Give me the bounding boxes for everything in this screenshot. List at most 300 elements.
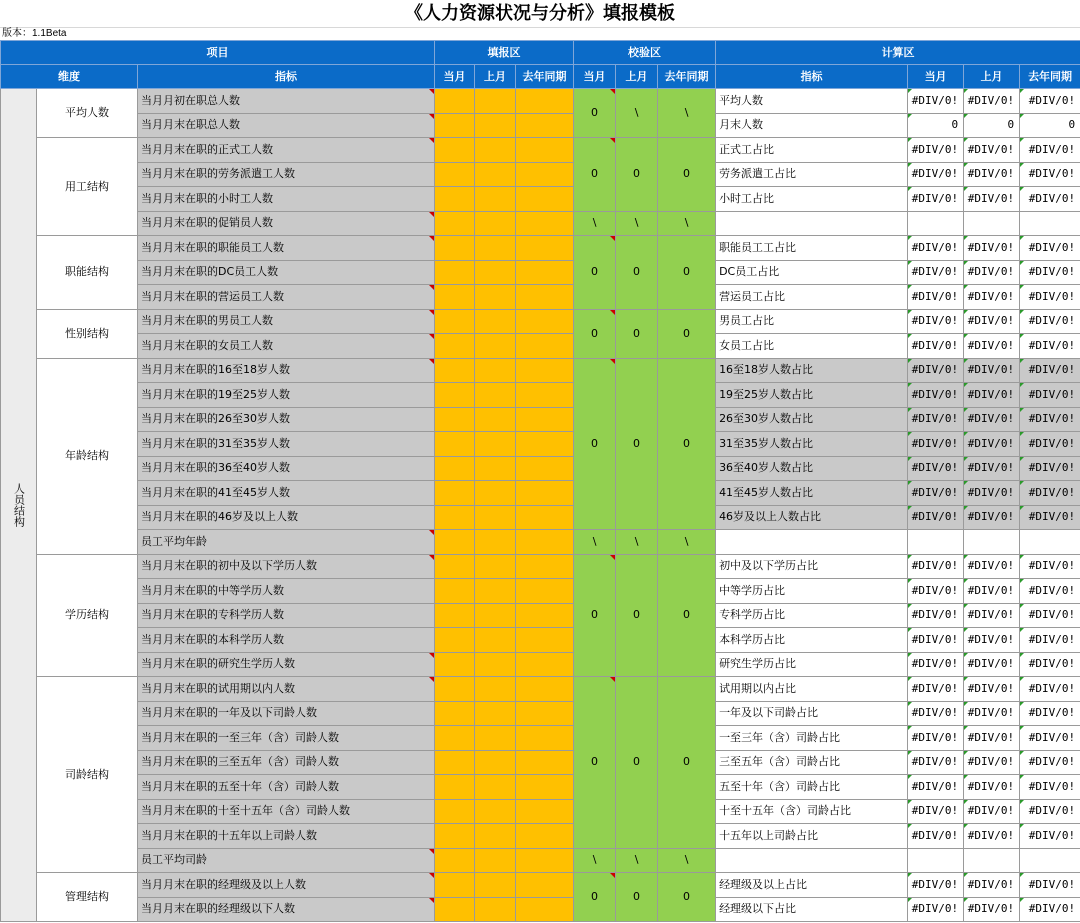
check-cell: 0 (616, 309, 658, 358)
fill-input-cell[interactable] (475, 456, 516, 481)
indicator-cell[interactable]: 当月月末在职的一年及以下司龄人数 (138, 701, 435, 726)
calc-value-cell: #DIV/0! (964, 383, 1020, 408)
table-row (1, 750, 1080, 775)
indicator-cell[interactable]: 当月月末在职的职能员工人数 (138, 236, 435, 261)
calc-indicator-cell: 本科学历占比 (716, 628, 908, 653)
sheet-title: 《人力资源状况与分析》填报模板 (0, 0, 1080, 28)
calc-value-cell: #DIV/0! (908, 554, 964, 579)
calc-value-cell: #DIV/0! (908, 750, 964, 775)
table-row (1, 603, 1080, 628)
fill-input-cell[interactable] (516, 652, 574, 677)
fill-input-cell[interactable] (435, 750, 475, 775)
table-row (1, 726, 1080, 751)
calc-value-cell (908, 848, 964, 873)
check-cell: \ (658, 89, 716, 138)
dimension-cell: 性别结构 (37, 309, 138, 358)
fill-input-cell[interactable] (516, 701, 574, 726)
calc-value-cell: #DIV/0! (1020, 897, 1080, 922)
table-row (1, 138, 1080, 163)
calc-value-cell: #DIV/0! (908, 481, 964, 506)
check-cell: \ (574, 848, 616, 873)
fill-input-cell[interactable] (475, 432, 516, 457)
fill-input-cell[interactable] (475, 236, 516, 261)
col-dimension: 维度 (1, 65, 138, 89)
fill-input-cell[interactable] (516, 211, 574, 236)
dimension-cell: 管理结构 (37, 873, 138, 922)
calc-value-cell (1020, 530, 1080, 555)
calc-value-cell: #DIV/0! (964, 89, 1020, 114)
indicator-cell[interactable]: 当月月末在职的男员工人数 (138, 309, 435, 334)
table-row (1, 799, 1080, 824)
calc-value-cell: #DIV/0! (908, 285, 964, 310)
indicator-cell[interactable]: 当月月末在职的一至三年（含）司龄人数 (138, 726, 435, 751)
calc-value-cell: #DIV/0! (964, 873, 1020, 898)
table-row (1, 162, 1080, 187)
dimension-cell: 职能结构 (37, 236, 138, 310)
fill-input-cell[interactable] (475, 775, 516, 800)
check-cell: 0 (574, 309, 616, 358)
calc-value-cell: #DIV/0! (964, 579, 1020, 604)
fill-input-cell[interactable] (435, 187, 475, 212)
calc-value-cell: #DIV/0! (908, 334, 964, 359)
calc-value-cell: #DIV/0! (908, 432, 964, 457)
fill-input-cell[interactable] (475, 530, 516, 555)
fill-input-cell[interactable] (435, 236, 475, 261)
calc-value-cell: #DIV/0! (908, 628, 964, 653)
calc-value-cell: #DIV/0! (1020, 89, 1080, 114)
fill-input-cell[interactable] (435, 799, 475, 824)
table-row (1, 701, 1080, 726)
calc-indicator-cell: 女员工占比 (716, 334, 908, 359)
calc-value-cell: #DIV/0! (964, 505, 1020, 530)
fill-input-cell[interactable] (435, 138, 475, 163)
calc-value-cell: #DIV/0! (964, 432, 1020, 457)
calc-value-cell: #DIV/0! (908, 236, 964, 261)
fill-input-cell[interactable] (435, 481, 475, 506)
fill-input-cell[interactable] (516, 432, 574, 457)
fill-input-cell[interactable] (516, 750, 574, 775)
fill-input-cell[interactable] (475, 726, 516, 751)
calc-indicator-cell: 小时工占比 (716, 187, 908, 212)
calc-value-cell: #DIV/0! (1020, 873, 1080, 898)
fill-input-cell[interactable] (516, 726, 574, 751)
fill-input-cell[interactable] (435, 505, 475, 530)
fill-input-cell[interactable] (435, 260, 475, 285)
calc-value-cell: #DIV/0! (964, 358, 1020, 383)
indicator-cell[interactable]: 当月月末在职的经理级以下人数 (138, 897, 435, 922)
calc-indicator-cell: 经理级及以上占比 (716, 873, 908, 898)
fill-input-cell[interactable] (435, 579, 475, 604)
fill-input-cell[interactable] (435, 456, 475, 481)
calc-value-cell: #DIV/0! (964, 726, 1020, 751)
calc-value-cell: 0 (964, 113, 1020, 138)
fill-input-cell[interactable] (435, 530, 475, 555)
fill-input-cell[interactable] (516, 113, 574, 138)
fill-input-cell[interactable] (475, 358, 516, 383)
calc-value-cell: #DIV/0! (1020, 799, 1080, 824)
calc-value-cell: #DIV/0! (964, 481, 1020, 506)
check-cell: 0 (658, 138, 716, 212)
check-cell: \ (658, 530, 716, 555)
calc-indicator-cell: 31至35岁人数占比 (716, 432, 908, 457)
fill-input-cell[interactable] (435, 162, 475, 187)
fill-input-cell[interactable] (435, 775, 475, 800)
fill-input-cell[interactable] (475, 285, 516, 310)
calc-value-cell: #DIV/0! (908, 677, 964, 702)
calc-indicator-cell: 十五年以上司龄占比 (716, 824, 908, 849)
calc-value-cell: #DIV/0! (908, 260, 964, 285)
indicator-cell[interactable]: 当月月末在职的女员工人数 (138, 334, 435, 359)
fill-input-cell[interactable] (516, 481, 574, 506)
indicator-cell[interactable]: 当月月末在职的劳务派遣工人数 (138, 162, 435, 187)
fill-input-cell[interactable] (475, 334, 516, 359)
calc-indicator-cell: 男员工占比 (716, 309, 908, 334)
indicator-cell[interactable]: 当月月末在职的36至40岁人数 (138, 456, 435, 481)
calc-value-cell (964, 211, 1020, 236)
calc-value-cell: #DIV/0! (908, 187, 964, 212)
fill-input-cell[interactable] (435, 309, 475, 334)
check-cell: 0 (658, 358, 716, 530)
calc-value-cell: #DIV/0! (964, 187, 1020, 212)
calc-indicator-cell: 19至25岁人数占比 (716, 383, 908, 408)
calc-value-cell: #DIV/0! (1020, 505, 1080, 530)
check-cell: 0 (616, 873, 658, 922)
table-row (1, 824, 1080, 849)
calc-indicator-cell: 一至三年（含）司龄占比 (716, 726, 908, 751)
check-cell: \ (616, 848, 658, 873)
calc-indicator-cell: 劳务派遣工占比 (716, 162, 908, 187)
calc-indicator-cell: 经理级以下占比 (716, 897, 908, 922)
table-row (1, 236, 1080, 261)
fill-input-cell[interactable] (475, 897, 516, 922)
calc-value-cell: #DIV/0! (1020, 260, 1080, 285)
section-fill: 填报区 (435, 41, 574, 65)
fill-input-cell[interactable] (516, 383, 574, 408)
fill-input-cell[interactable] (435, 554, 475, 579)
fill-input-cell[interactable] (435, 701, 475, 726)
table-row (1, 481, 1080, 506)
fill-input-cell[interactable] (475, 138, 516, 163)
table-row (1, 897, 1080, 922)
fill-input-cell[interactable] (475, 505, 516, 530)
indicator-cell[interactable]: 当月月末在职的26至30岁人数 (138, 407, 435, 432)
calc-value-cell: #DIV/0! (908, 383, 964, 408)
table-row (1, 89, 1080, 114)
calc-value-cell: #DIV/0! (1020, 554, 1080, 579)
calc-value-cell: #DIV/0! (964, 799, 1020, 824)
calc-value-cell: #DIV/0! (908, 358, 964, 383)
fill-input-cell[interactable] (516, 334, 574, 359)
fill-input-cell[interactable] (475, 260, 516, 285)
fill-input-cell[interactable] (475, 309, 516, 334)
fill-input-cell[interactable] (435, 824, 475, 849)
indicator-cell[interactable]: 当月月末在职的31至35岁人数 (138, 432, 435, 457)
check-cell: 0 (616, 677, 658, 849)
calc-value-cell: #DIV/0! (964, 775, 1020, 800)
calc-indicator-cell: 月末人数 (716, 113, 908, 138)
fill-input-cell[interactable] (516, 236, 574, 261)
indicator-cell[interactable]: 当月月末在职的正式工人数 (138, 138, 435, 163)
check-cell: 0 (574, 873, 616, 922)
fill-input-cell[interactable] (516, 603, 574, 628)
col-fill-yoy: 去年同期 (516, 65, 574, 89)
indicator-cell[interactable]: 当月月末在职的19至25岁人数 (138, 383, 435, 408)
calc-value-cell: #DIV/0! (1020, 481, 1080, 506)
table-row (1, 432, 1080, 457)
indicator-cell[interactable]: 当月月末在职的中等学历人数 (138, 579, 435, 604)
fill-input-cell[interactable] (516, 162, 574, 187)
fill-input-cell[interactable] (435, 897, 475, 922)
fill-input-cell[interactable] (435, 334, 475, 359)
table-row (1, 456, 1080, 481)
fill-input-cell[interactable] (516, 677, 574, 702)
fill-input-cell[interactable] (475, 383, 516, 408)
calc-indicator-cell (716, 211, 908, 236)
calc-value-cell: #DIV/0! (964, 162, 1020, 187)
fill-input-cell[interactable] (475, 603, 516, 628)
fill-input-cell[interactable] (516, 628, 574, 653)
check-cell: 0 (616, 554, 658, 677)
check-cell: \ (616, 89, 658, 138)
calc-value-cell: #DIV/0! (908, 603, 964, 628)
indicator-cell[interactable]: 当月月末在职的本科学历人数 (138, 628, 435, 653)
fill-input-cell[interactable] (435, 89, 475, 114)
fill-input-cell[interactable] (516, 554, 574, 579)
fill-input-cell[interactable] (475, 187, 516, 212)
fill-input-cell[interactable] (516, 138, 574, 163)
calc-value-cell: #DIV/0! (1020, 628, 1080, 653)
fill-input-cell[interactable] (516, 824, 574, 849)
fill-input-cell[interactable] (475, 873, 516, 898)
fill-input-cell[interactable] (475, 848, 516, 873)
check-cell: 0 (574, 89, 616, 138)
calc-indicator-cell: 营运员工占比 (716, 285, 908, 310)
table-row (1, 775, 1080, 800)
calc-value-cell: 0 (1020, 113, 1080, 138)
calc-value-cell: #DIV/0! (908, 873, 964, 898)
check-cell: 0 (616, 138, 658, 212)
table-row (1, 285, 1080, 310)
calc-indicator-cell: 职能员工工占比 (716, 236, 908, 261)
check-cell: 0 (574, 677, 616, 849)
table-row (1, 873, 1080, 898)
fill-input-cell[interactable] (475, 211, 516, 236)
col-calc-indicator: 指标 (716, 65, 908, 89)
fill-input-cell[interactable] (435, 285, 475, 310)
check-cell: \ (574, 211, 616, 236)
fill-input-cell[interactable] (435, 848, 475, 873)
fill-input-cell[interactable] (475, 824, 516, 849)
calc-value-cell: #DIV/0! (964, 334, 1020, 359)
calc-indicator-cell (716, 848, 908, 873)
fill-input-cell[interactable] (475, 113, 516, 138)
fill-input-cell[interactable] (435, 211, 475, 236)
fill-input-cell[interactable] (435, 383, 475, 408)
calc-value-cell: #DIV/0! (1020, 432, 1080, 457)
fill-input-cell[interactable] (475, 652, 516, 677)
col-check-prev: 上月 (616, 65, 658, 89)
col-fill-prev: 上月 (475, 65, 516, 89)
indicator-cell[interactable]: 当月月末在职总人数 (138, 113, 435, 138)
indicator-cell[interactable]: 当月月末在职的初中及以下学历人数 (138, 554, 435, 579)
dimension-cell: 司龄结构 (37, 677, 138, 873)
col-calc-cur: 当月 (908, 65, 964, 89)
fill-input-cell[interactable] (516, 358, 574, 383)
indicator-cell[interactable]: 当月月初在职总人数 (138, 89, 435, 114)
indicator-cell[interactable]: 当月月末在职的三至五年（含）司龄人数 (138, 750, 435, 775)
calc-indicator-cell (716, 530, 908, 555)
fill-input-cell[interactable] (475, 750, 516, 775)
calc-value-cell: #DIV/0! (964, 897, 1020, 922)
fill-input-cell[interactable] (435, 873, 475, 898)
fill-input-cell[interactable] (435, 603, 475, 628)
indicator-cell[interactable]: 当月月末在职的促销员人数 (138, 211, 435, 236)
calc-value-cell: #DIV/0! (1020, 138, 1080, 163)
table-row (1, 260, 1080, 285)
calc-value-cell: #DIV/0! (964, 407, 1020, 432)
table-row (1, 407, 1080, 432)
indicator-cell[interactable]: 当月月末在职的营运员工人数 (138, 285, 435, 310)
fill-input-cell[interactable] (475, 677, 516, 702)
calc-value-cell: #DIV/0! (1020, 187, 1080, 212)
fill-input-cell[interactable] (516, 799, 574, 824)
fill-input-cell[interactable] (516, 309, 574, 334)
col-check-cur: 当月 (574, 65, 616, 89)
calc-value-cell: #DIV/0! (964, 456, 1020, 481)
check-cell: 0 (658, 677, 716, 849)
fill-input-cell[interactable] (516, 873, 574, 898)
fill-input-cell[interactable] (516, 897, 574, 922)
calc-value-cell: #DIV/0! (1020, 309, 1080, 334)
fill-input-cell[interactable] (475, 554, 516, 579)
calc-value-cell: #DIV/0! (964, 309, 1020, 334)
table-row (1, 113, 1080, 138)
dimension-cell: 学历结构 (37, 554, 138, 677)
indicator-cell[interactable]: 当月月末在职的十至十五年（含）司龄人数 (138, 799, 435, 824)
fill-input-cell[interactable] (516, 530, 574, 555)
calc-indicator-cell: 初中及以下学历占比 (716, 554, 908, 579)
calc-value-cell: #DIV/0! (1020, 383, 1080, 408)
calc-value-cell: #DIV/0! (1020, 750, 1080, 775)
calc-value-cell: #DIV/0! (1020, 579, 1080, 604)
fill-input-cell[interactable] (475, 579, 516, 604)
calc-value-cell: #DIV/0! (964, 701, 1020, 726)
indicator-cell[interactable]: 当月月末在职的经理级及以上人数 (138, 873, 435, 898)
indicator-cell[interactable]: 当月月末在职的DC员工人数 (138, 260, 435, 285)
fill-input-cell[interactable] (516, 187, 574, 212)
check-cell: 0 (616, 358, 658, 530)
section-project: 项目 (1, 41, 435, 65)
fill-input-cell[interactable] (475, 701, 516, 726)
fill-input-cell[interactable] (516, 848, 574, 873)
table-row (1, 187, 1080, 212)
calc-value-cell: #DIV/0! (964, 554, 1020, 579)
indicator-cell[interactable]: 员工平均年龄 (138, 530, 435, 555)
fill-input-cell[interactable] (435, 432, 475, 457)
calc-value-cell: #DIV/0! (908, 726, 964, 751)
fill-input-cell[interactable] (435, 677, 475, 702)
indicator-cell[interactable]: 当月月末在职的46岁及以上人数 (138, 505, 435, 530)
fill-input-cell[interactable] (516, 775, 574, 800)
indicator-cell[interactable]: 当月月末在职的试用期以内人数 (138, 677, 435, 702)
calc-value-cell: #DIV/0! (1020, 358, 1080, 383)
fill-input-cell[interactable] (516, 505, 574, 530)
calc-value-cell (964, 848, 1020, 873)
calc-value-cell: #DIV/0! (908, 138, 964, 163)
fill-input-cell[interactable] (435, 726, 475, 751)
table-row (1, 211, 1080, 236)
indicator-cell[interactable]: 当月月末在职的16至18岁人数 (138, 358, 435, 383)
check-cell: \ (616, 530, 658, 555)
fill-input-cell[interactable] (475, 89, 516, 114)
section-check: 校验区 (574, 41, 716, 65)
fill-input-cell[interactable] (516, 456, 574, 481)
calc-indicator-cell: 试用期以内占比 (716, 677, 908, 702)
indicator-cell[interactable]: 当月月末在职的十五年以上司龄人数 (138, 824, 435, 849)
indicator-cell[interactable]: 当月月末在职的41至45岁人数 (138, 481, 435, 506)
calc-indicator-cell: 专科学历占比 (716, 603, 908, 628)
calc-value-cell: #DIV/0! (908, 309, 964, 334)
fill-input-cell[interactable] (435, 652, 475, 677)
check-cell: 0 (658, 554, 716, 677)
calc-value-cell: #DIV/0! (1020, 407, 1080, 432)
calc-indicator-cell: 正式工占比 (716, 138, 908, 163)
fill-input-cell[interactable] (516, 579, 574, 604)
col-calc-yoy: 去年同期 (1020, 65, 1080, 89)
fill-input-cell[interactable] (516, 89, 574, 114)
fill-input-cell[interactable] (475, 481, 516, 506)
indicator-cell[interactable]: 当月月末在职的小时工人数 (138, 187, 435, 212)
calc-value-cell: #DIV/0! (908, 89, 964, 114)
calc-value-cell (1020, 211, 1080, 236)
col-check-yoy: 去年同期 (658, 65, 716, 89)
fill-input-cell[interactable] (475, 628, 516, 653)
fill-input-cell[interactable] (475, 407, 516, 432)
fill-input-cell[interactable] (475, 162, 516, 187)
col-fill-cur: 当月 (435, 65, 475, 89)
calc-indicator-cell: 平均人数 (716, 89, 908, 114)
indicator-cell[interactable]: 当月月末在职的五至十年（含）司龄人数 (138, 775, 435, 800)
check-cell: \ (574, 530, 616, 555)
category-cell: 人员结构 (1, 89, 37, 922)
fill-input-cell[interactable] (516, 260, 574, 285)
calc-value-cell: #DIV/0! (908, 162, 964, 187)
fill-input-cell[interactable] (475, 799, 516, 824)
calc-value-cell: #DIV/0! (1020, 652, 1080, 677)
check-cell: 0 (616, 236, 658, 310)
indicator-cell[interactable]: 员工平均司龄 (138, 848, 435, 873)
fill-input-cell[interactable] (435, 358, 475, 383)
fill-input-cell[interactable] (435, 628, 475, 653)
calc-indicator-cell: 36至40岁人数占比 (716, 456, 908, 481)
calc-value-cell: #DIV/0! (1020, 701, 1080, 726)
calc-value-cell: #DIV/0! (908, 824, 964, 849)
indicator-cell[interactable]: 当月月末在职的研究生学历人数 (138, 652, 435, 677)
fill-input-cell[interactable] (516, 285, 574, 310)
fill-input-cell[interactable] (435, 113, 475, 138)
fill-input-cell[interactable] (516, 407, 574, 432)
calc-value-cell: #DIV/0! (964, 138, 1020, 163)
calc-value-cell (964, 530, 1020, 555)
check-cell: 0 (574, 138, 616, 212)
check-cell: 0 (574, 358, 616, 530)
check-cell: 0 (658, 236, 716, 310)
calc-value-cell: #DIV/0! (964, 285, 1020, 310)
calc-value-cell: #DIV/0! (908, 897, 964, 922)
indicator-cell[interactable]: 当月月末在职的专科学历人数 (138, 603, 435, 628)
fill-input-cell[interactable] (435, 407, 475, 432)
table-row (1, 309, 1080, 334)
